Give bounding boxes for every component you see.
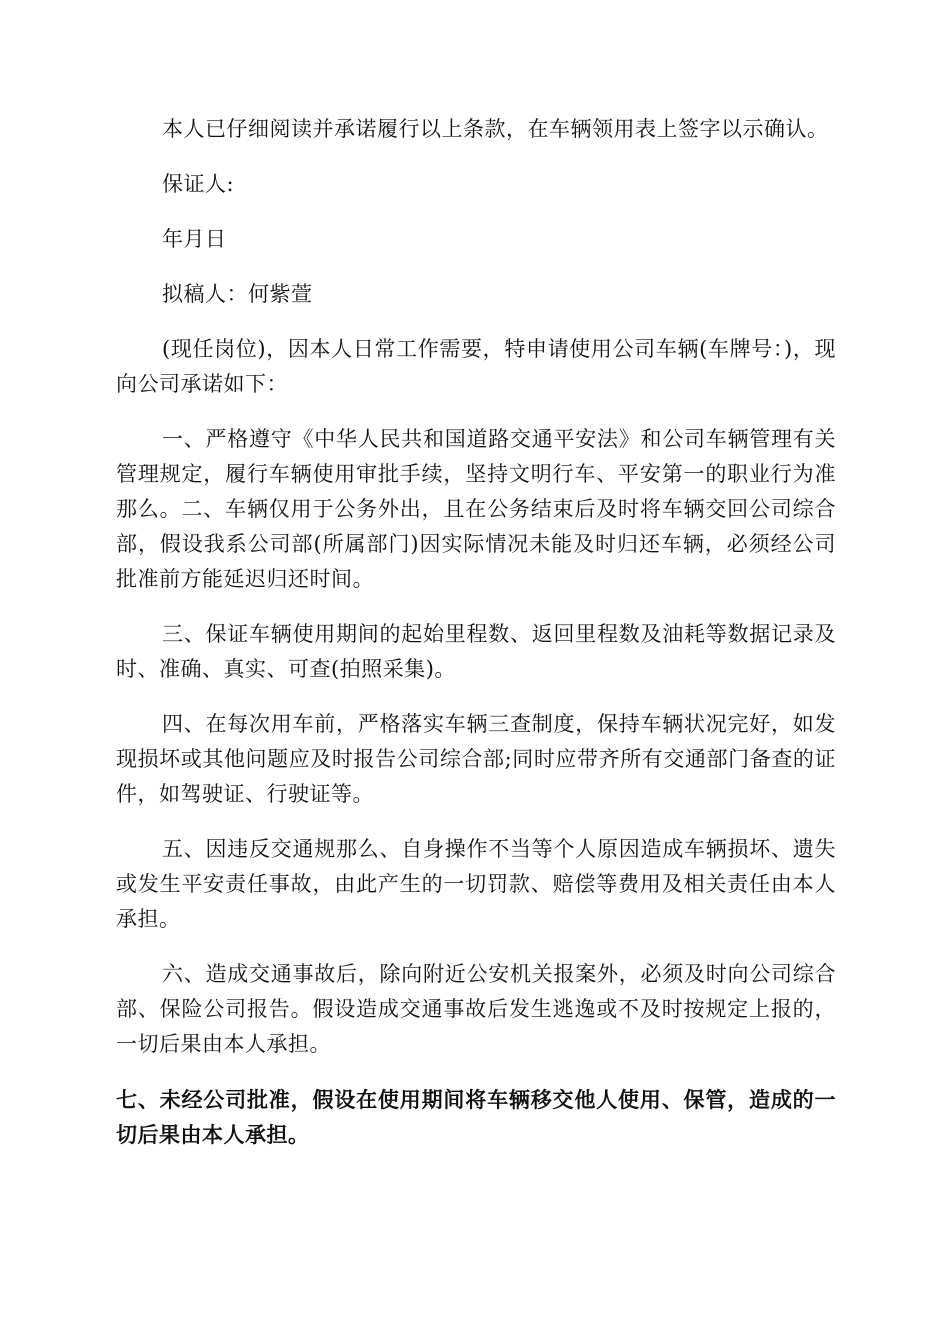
clause-3-paragraph: 三、保证车辆使用期间的起始里程数、返回里程数及油耗等数据记录及时、准确、真实、可查(拍照采集)。 bbox=[116, 622, 836, 681]
date-line: 年月日 bbox=[162, 227, 227, 251]
guarantor-line: 保证人: bbox=[162, 172, 235, 196]
intro-paragraph: (现任岗位)，因本人日常工作需要，特申请使用公司车辆(车牌号：)，现向公司承诺如下： bbox=[116, 337, 836, 396]
confirmation-paragraph: 本人已仔细阅读并承诺履行以上条款，在车辆领用表上签字以示确认。 bbox=[162, 117, 829, 141]
clause-5-paragraph: 五、因违反交通规那么、自身操作不当等个人原因造成车辆损坏、遗失或发生平安责任事故，由此产生的一切罚款、赔偿等费用及相关责任由本人承担。 bbox=[116, 837, 836, 931]
clause-4-paragraph: 四、在每次用车前，严格落实车辆三查制度，保持车辆状况完好，如发现损坏或其他问题应及时报告公司综合部;同时应带齐所有交通部门备查的证件，如驾驶证、行驶证等。 bbox=[116, 712, 836, 806]
drafter-line: 拟稿人：何紫萱 bbox=[162, 282, 313, 306]
clause-1-2-paragraph: 一、严格遵守《中华人民共和国道路交通平安法》和公司车辆管理有关管理规定，履行车辆使用审批手续，坚持文明行车、平安第一的职业行为准那么。二、车辆仅用于公务外出，且在公务结束后及时将车辆交回公司综合部，假设我系公司部(所属部门)因实际情况未能及时归还车辆，必须经公司批准前方能延迟归还时间。 bbox=[116, 427, 836, 591]
clause-7-paragraph: 七、未经公司批准，假设在使用期间将车辆移交他人使用、保管，造成的一切后果由本人承担。 bbox=[116, 1087, 836, 1147]
clause-6-paragraph: 六、造成交通事故后，除向附近公安机关报案外，必须及时向公司综合部、保险公司报告。假设造成交通事故后发生逃逸或不及时按规定上报的，一切后果由本人承担。 bbox=[116, 962, 836, 1056]
document-page bbox=[116, 112, 836, 1152]
